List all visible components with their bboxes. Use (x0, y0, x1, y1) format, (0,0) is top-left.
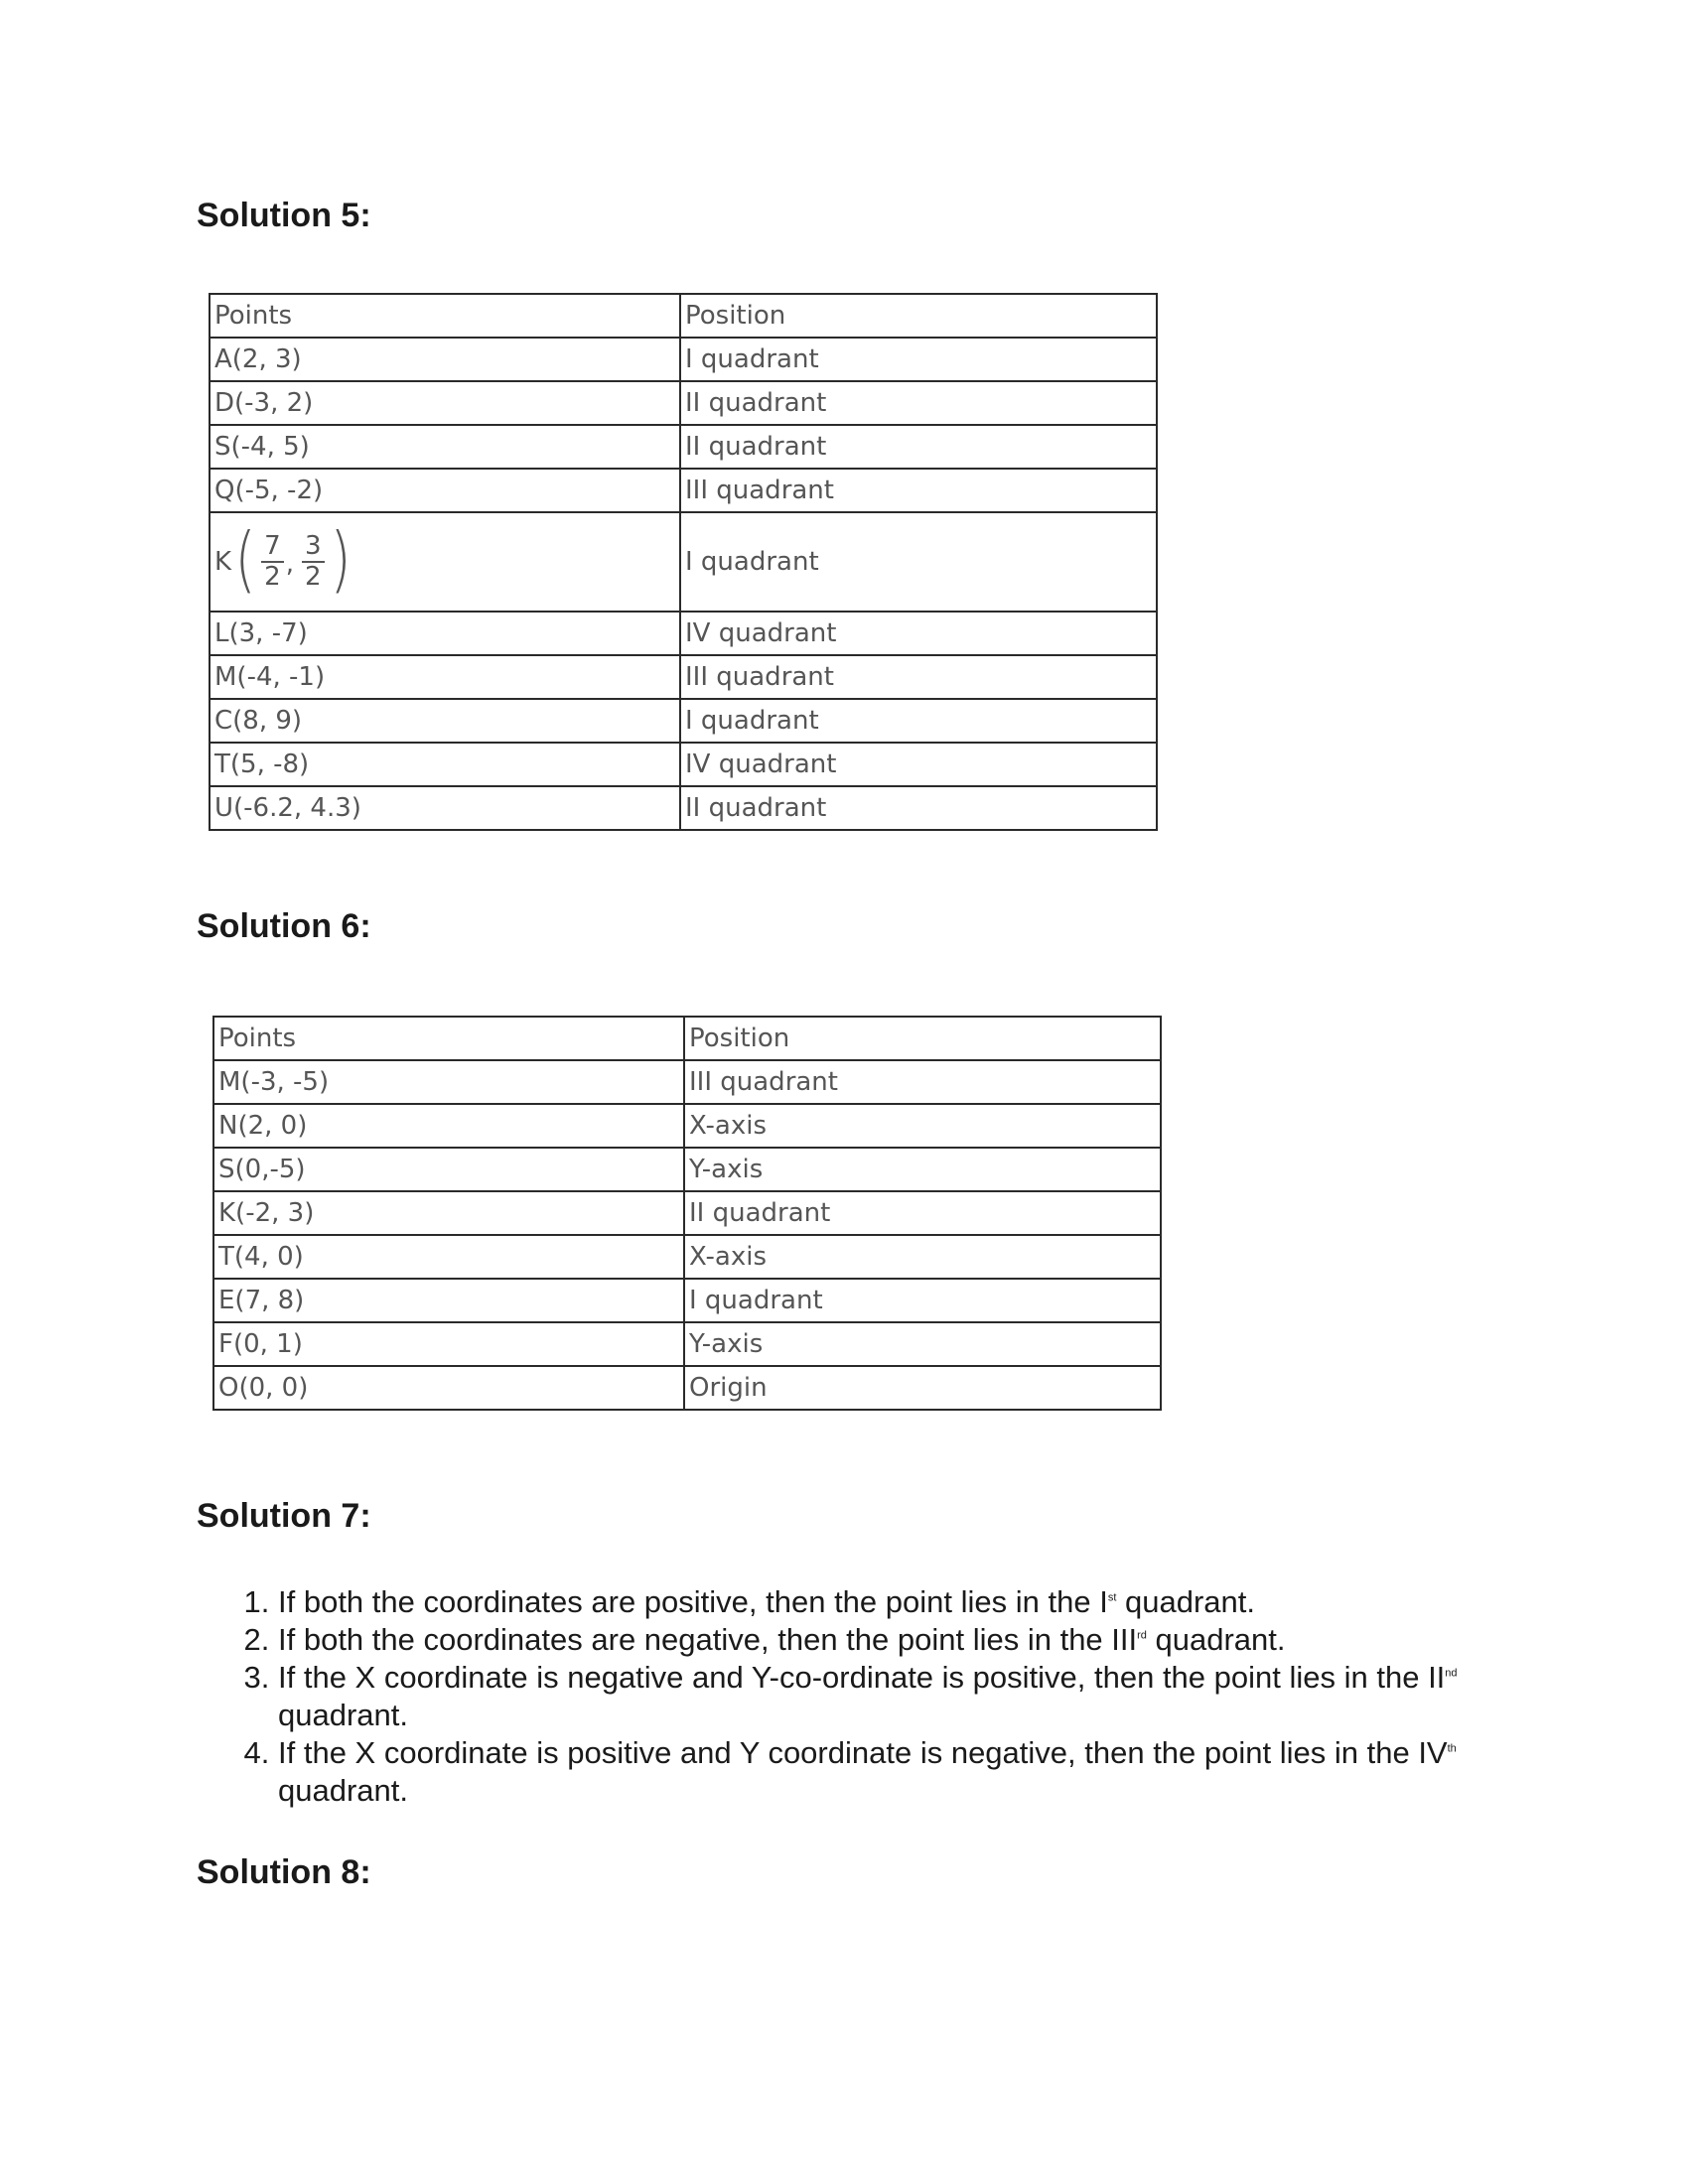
point-cell: D(-3, 2) (210, 381, 680, 425)
solution-5-table (209, 293, 1158, 831)
list-item-text-end: quadrant. (1116, 1584, 1255, 1619)
table-row (210, 786, 1157, 830)
solution-6-table (212, 1016, 1162, 1411)
table-row (210, 338, 1157, 381)
header-points: Points (210, 294, 680, 338)
fraction-x (261, 532, 284, 591)
table-row (213, 1104, 1161, 1148)
table-row (213, 1322, 1161, 1366)
point-cell: C(8, 9) (210, 699, 680, 743)
position-cell: I quadrant (680, 699, 1157, 743)
position-cell: IV quadrant (680, 612, 1157, 655)
point-cell: O(0, 0) (213, 1366, 684, 1410)
point-cell: L(3, -7) (210, 612, 680, 655)
header-position: Position (680, 294, 1157, 338)
list-item-text-end: quadrant. (1146, 1622, 1286, 1657)
header-position: Position (684, 1017, 1161, 1060)
list-item-text: If both the coordinates are positive, then the point lies in the I (278, 1584, 1108, 1619)
point-cell: U(-6.2, 4.3) (210, 786, 680, 830)
table-row (213, 1191, 1161, 1235)
table-row (213, 1148, 1161, 1191)
point-cell-fraction (210, 512, 680, 612)
position-cell: X-axis (684, 1235, 1161, 1279)
position-cell: Origin (684, 1366, 1161, 1410)
table-row (210, 425, 1157, 469)
solution-6-heading: Solution 6: (197, 907, 371, 945)
position-cell: IV quadrant (680, 743, 1157, 786)
position-cell: II quadrant (680, 381, 1157, 425)
table-row (210, 743, 1157, 786)
position-cell: III quadrant (684, 1060, 1161, 1104)
fraction-expression (214, 517, 354, 601)
ordinal-suffix: th (1447, 1742, 1457, 1755)
point-cell: T(5, -8) (210, 743, 680, 786)
list-item-text-end: quadrant. (278, 1698, 408, 1732)
point-cell: A(2, 3) (210, 338, 680, 381)
point-cell: M(-4, -1) (210, 655, 680, 699)
table-row (210, 469, 1157, 512)
table-row (210, 699, 1157, 743)
position-cell: II quadrant (680, 425, 1157, 469)
solution-5-heading: Solution 5: (197, 197, 371, 234)
solution-8-heading: Solution 8: (197, 1853, 371, 1891)
table-row (213, 1060, 1161, 1104)
list-item (278, 1583, 1569, 1621)
point-cell: E(7, 8) (213, 1279, 684, 1322)
table-row (210, 381, 1157, 425)
point-cell: F(0, 1) (213, 1322, 684, 1366)
table-row (213, 1279, 1161, 1322)
list-item-text-end: quadrant. (278, 1773, 408, 1808)
point-cell: Q(-5, -2) (210, 469, 680, 512)
position-cell: Y-axis (684, 1322, 1161, 1366)
list-item (278, 1621, 1569, 1659)
table-row (210, 512, 1157, 612)
table-row (210, 655, 1157, 699)
list-item (278, 1734, 1569, 1810)
fraction-y-denominator: 2 (304, 562, 322, 592)
header-points: Points (213, 1017, 684, 1060)
list-item (278, 1659, 1569, 1734)
position-cell: III quadrant (680, 655, 1157, 699)
ordinal-suffix: nd (1445, 1667, 1458, 1680)
point-cell: N(2, 0) (213, 1104, 684, 1148)
list-item-text: If the X coordinate is negative and Y-co-ordinate is positive, then the point lies in the II (278, 1660, 1446, 1695)
list-item-text: If the X coordinate is positive and Y coordinate is negative, then the point lies in the IV (278, 1735, 1448, 1770)
point-cell: S(-4, 5) (210, 425, 680, 469)
left-paren: ( (234, 517, 256, 601)
position-cell: X-axis (684, 1104, 1161, 1148)
position-cell: I quadrant (680, 338, 1157, 381)
position-cell: II quadrant (680, 786, 1157, 830)
table-header-row (210, 294, 1157, 338)
point-cell: S(0,-5) (213, 1148, 684, 1191)
table-row (213, 1366, 1161, 1410)
fraction-x-denominator: 2 (264, 562, 281, 592)
position-cell: III quadrant (680, 469, 1157, 512)
position-cell: I quadrant (684, 1279, 1161, 1322)
point-cell: M(-3, -5) (213, 1060, 684, 1104)
point-cell: T(4, 0) (213, 1235, 684, 1279)
fraction-y-numerator: 3 (302, 532, 325, 563)
fraction-y (302, 532, 325, 591)
quadrant-rules-list (197, 1583, 1569, 1810)
point-letter: K (214, 547, 232, 577)
table-header-row (213, 1017, 1161, 1060)
table-row (213, 1235, 1161, 1279)
position-cell: Y-axis (684, 1148, 1161, 1191)
fraction-separator: , (285, 549, 294, 579)
solution-7-heading: Solution 7: (197, 1497, 371, 1535)
table-row (210, 612, 1157, 655)
fraction-x-numerator: 7 (261, 532, 284, 563)
right-paren: ) (330, 517, 352, 601)
point-cell: K(-2, 3) (213, 1191, 684, 1235)
position-cell: I quadrant (680, 512, 1157, 612)
ordinal-suffix: rd (1137, 1629, 1147, 1642)
list-item-text: If both the coordinates are negative, then the point lies in the III (278, 1622, 1138, 1657)
ordinal-suffix: st (1107, 1591, 1117, 1604)
position-cell: II quadrant (684, 1191, 1161, 1235)
